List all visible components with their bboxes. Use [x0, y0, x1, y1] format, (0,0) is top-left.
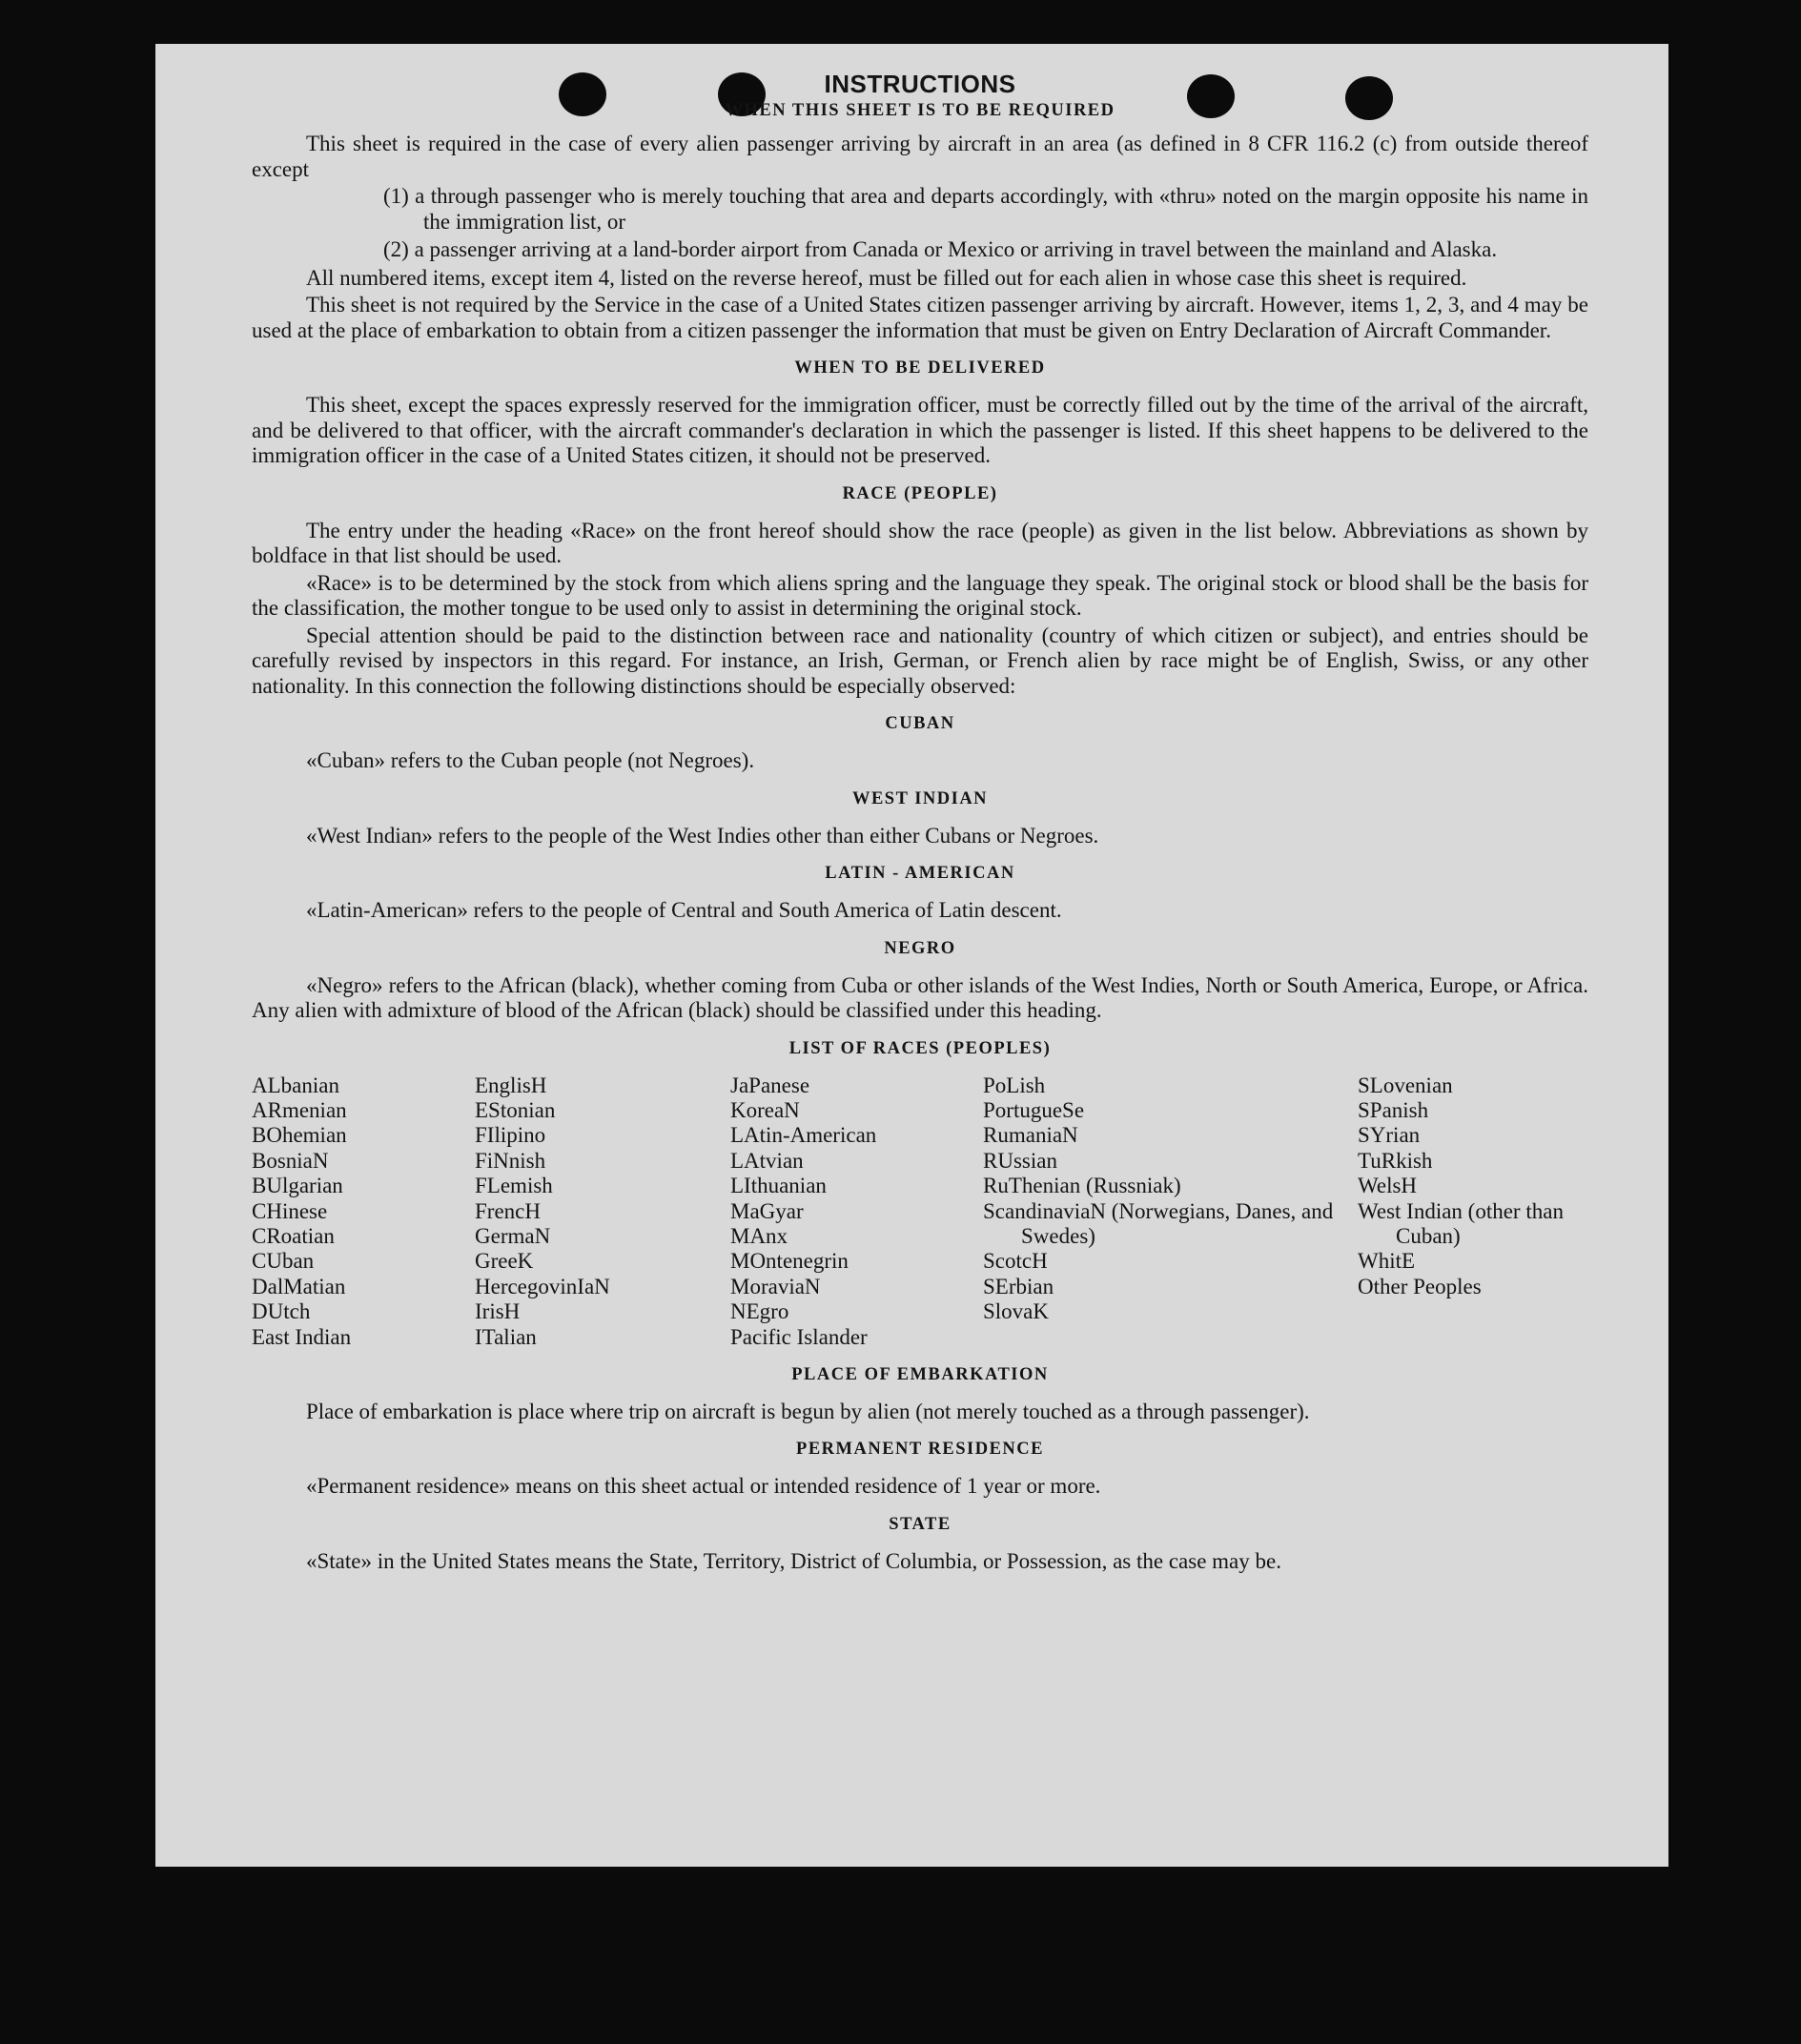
- race-entry: ALbanian: [252, 1073, 339, 1097]
- paragraph: «Negro» refers to the African (black), whether coming from Cuba or other islands of the West Indies, North or South America, Europe, or Africa. Any alien with admixture of blood of the African (black) should be classified under this heading.: [252, 972, 1588, 1022]
- section-heading-embarkation: PLACE OF EMBARKATION: [791, 1364, 1049, 1384]
- paragraph: «Cuban» refers to the Cuban people (not Negroes).: [306, 748, 755, 772]
- race-column: [730, 1073, 983, 1350]
- paragraph: This sheet is required in the case of every alien passenger arriving by aircraft in an area (as defined in 8 CFR 116.2 (c) from outside thereof except: [252, 132, 1588, 181]
- race-entry: West Indian (other than Cuban): [1358, 1198, 1564, 1248]
- section-heading-state: STATE: [889, 1514, 952, 1534]
- race-entry: ITalian: [475, 1324, 537, 1349]
- race-entry: JaPanese: [730, 1073, 810, 1097]
- paragraph: Special attention should be paid to the distinction between race and nationality (country of which citizen or subject), and entries should be carefully revised by inspectors in this regard. For instance, an Irish, German, or French alien by race might be of English, Swiss, or any other nationality. In this connection the following distinctions should be especially observed:: [252, 623, 1588, 698]
- race-entry: FIlipino: [475, 1123, 546, 1148]
- race-entry: BOhemian: [252, 1123, 347, 1148]
- race-entry: EStonian: [475, 1097, 556, 1122]
- race-entry: HercegovinIaN: [475, 1274, 610, 1298]
- paragraph: «West Indian» refers to the people of the West Indies other than either Cubans or Negroes.: [306, 823, 1099, 848]
- race-entry: DalMatian: [252, 1274, 346, 1298]
- race-entry: KoreaN: [730, 1097, 800, 1122]
- race-entry: EnglisH: [475, 1073, 547, 1097]
- section-heading-residence: PERMANENT RESIDENCE: [796, 1440, 1044, 1460]
- exception-item-1: (1) a through passenger who is merely touching that area and departs accordingly, with «thru» noted on the margin opposite his name in the immigration list, or: [383, 184, 1588, 234]
- race-entry: SPanish: [1358, 1097, 1429, 1122]
- race-column: [475, 1073, 730, 1350]
- race-entry: MOntenegrin: [730, 1249, 849, 1274]
- race-list: [252, 1073, 1588, 1350]
- page-title: INSTRUCTIONS: [824, 70, 1016, 98]
- race-entry: SErbian: [983, 1274, 1054, 1298]
- race-column: [1358, 1073, 1586, 1350]
- race-entry: RUssian: [983, 1148, 1057, 1173]
- section-heading-delivered: WHEN TO BE DELIVERED: [794, 358, 1046, 378]
- race-column: [252, 1073, 475, 1350]
- paragraph: This sheet, except the spaces expressly reserved for the immigration officer, must be correctly filled out by the time of the arrival of the aircraft, and be delivered to that officer, with the aircraft commander's declaration in which the passenger is listed. If this sheet happens to be delivered to the immigration officer in the case of a United States citizen, it should not be preserved.: [252, 393, 1588, 467]
- race-entry: ScotcH: [983, 1249, 1048, 1274]
- race-entry: SLovenian: [1358, 1073, 1453, 1097]
- race-entry: East Indian: [252, 1324, 352, 1349]
- section-heading-west-indian: WEST INDIAN: [851, 788, 989, 808]
- section-heading-required: WHEN THIS SHEET IS TO BE REQUIRED: [725, 101, 1115, 120]
- race-entry: TuRkish: [1358, 1148, 1433, 1173]
- race-entry: PoLish: [983, 1073, 1046, 1097]
- race-entry: RumaniaN: [983, 1123, 1078, 1148]
- section-heading-latin-american: LATIN - AMERICAN: [825, 864, 1015, 883]
- paragraph: Place of embarkation is place where trip on aircraft is begun by alien (not merely touched as a through passenger).: [306, 1399, 1310, 1423]
- race-entry: MoraviaN: [730, 1274, 821, 1298]
- race-entry: Other Peoples: [1358, 1274, 1482, 1298]
- race-entry: CUban: [252, 1249, 315, 1274]
- race-entry: FiNnish: [475, 1148, 546, 1173]
- paragraph: This sheet is not required by the Service in the case of a United States citizen passenger arriving by aircraft. However, items 1, 2, 3, and 4 may be used at the place of embarkation to obtain from a citizen passenger the information that must be given on Entry Declaration of Aircraft Commander.: [252, 293, 1588, 342]
- paragraph: «Race» is to be determined by the stock from which aliens spring and the language they speak. The original stock or blood shall be the basis for the classification, the mother tongue to be used only to assist in determining the original stock.: [252, 570, 1588, 620]
- race-entry: Pacific Islander: [730, 1324, 868, 1349]
- race-entry: PortugueSe: [983, 1097, 1085, 1122]
- race-entry: WelsH: [1358, 1174, 1418, 1198]
- race-entry: GreeK: [475, 1249, 534, 1274]
- race-entry: SlovaK: [983, 1299, 1049, 1324]
- race-entry: SYrian: [1358, 1123, 1421, 1148]
- paragraph: All numbered items, except item 4, listed on the reverse hereof, must be filled out for each alien in whose case this sheet is required.: [306, 265, 1467, 290]
- race-entry: LIthuanian: [730, 1174, 827, 1198]
- paragraph: The entry under the heading «Race» on the front hereof should show the race (people) as given in the list below. Abbreviations as shown by boldface in that list should be used.: [252, 518, 1588, 567]
- race-entry: FrencH: [475, 1198, 541, 1223]
- race-entry: CHinese: [252, 1198, 328, 1223]
- paragraph: «Latin-American» refers to the people of Central and South America of Latin descent.: [306, 898, 1062, 922]
- race-entry: GermaN: [475, 1223, 551, 1248]
- section-heading-cuban: CUBAN: [885, 714, 955, 733]
- race-entry: MaGyar: [730, 1198, 804, 1223]
- paragraph: «Permanent residence» means on this sheet actual or intended residence of 1 year or more.: [306, 1474, 1101, 1499]
- race-entry: RuThenian (Russniak): [983, 1174, 1181, 1198]
- race-entry: DUtch: [252, 1299, 311, 1324]
- race-entry: ScandinaviaN (Norwegians, Danes, and Swedes): [983, 1198, 1334, 1248]
- race-entry: IrisH: [475, 1299, 521, 1324]
- section-heading-race: RACE (PEOPLE): [842, 483, 998, 503]
- race-column: [983, 1073, 1358, 1350]
- race-entry: NEgro: [730, 1299, 789, 1324]
- section-heading-negro: NEGRO: [884, 938, 956, 958]
- race-entry: MAnx: [730, 1223, 788, 1248]
- race-entry: FLemish: [475, 1174, 553, 1198]
- section-heading-list: LIST OF RACES (PEOPLES): [788, 1038, 1052, 1058]
- exception-item-2: (2) a passenger arriving at a land-border airport from Canada or Mexico or arriving in travel between the mainland and Alaska.: [383, 237, 1498, 261]
- instructions-body: [252, 69, 1588, 1576]
- race-entry: ARmenian: [252, 1097, 347, 1122]
- race-entry: LAtvian: [730, 1148, 804, 1173]
- paragraph: «State» in the United States means the State, Territory, District of Columbia, or Possession, as the case may be.: [306, 1548, 1281, 1573]
- race-entry: CRoatian: [252, 1223, 335, 1248]
- race-entry: BosniaN: [252, 1148, 329, 1173]
- race-entry: WhitE: [1358, 1249, 1416, 1274]
- race-entry: BUlgarian: [252, 1174, 343, 1198]
- instruction-sheet: [155, 44, 1668, 1867]
- race-entry: LAtin-American: [730, 1123, 877, 1148]
